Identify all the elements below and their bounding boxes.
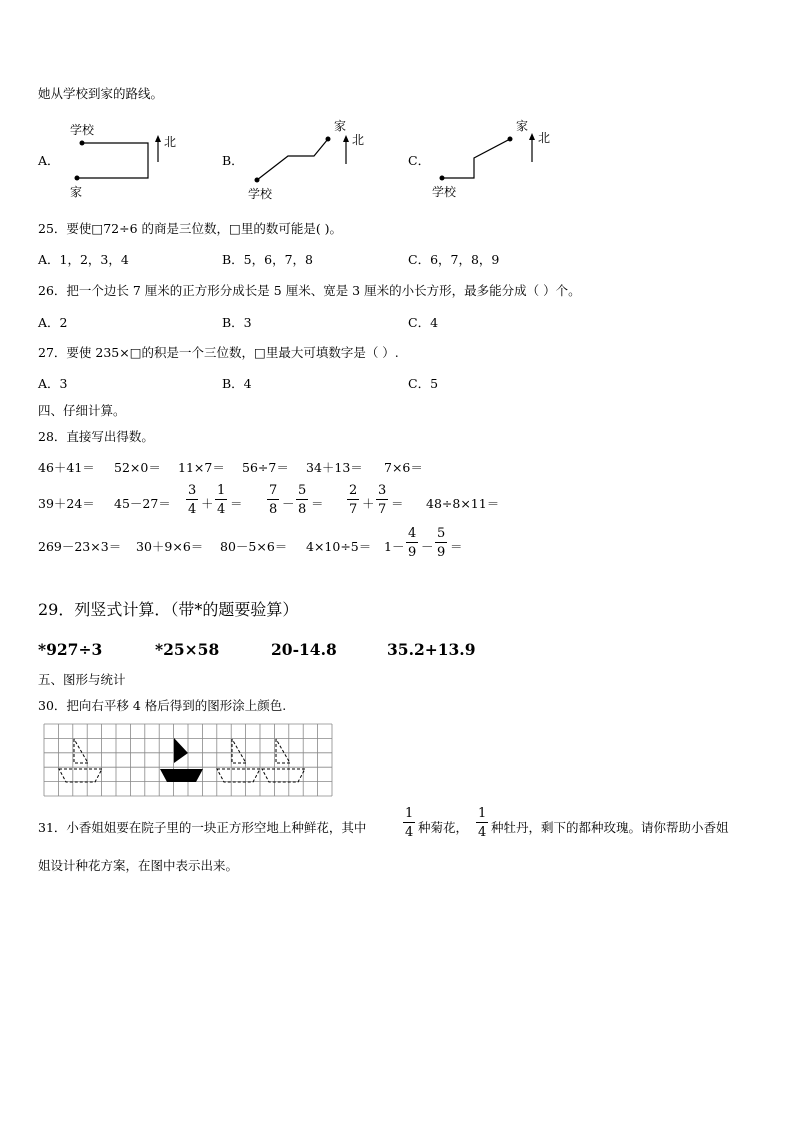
q28-r1-c6: 7×6＝ <box>384 460 423 475</box>
q25-stem: 25．要使□72÷6 的商是三位数，□里的数可能是( )。 <box>38 221 343 236</box>
q24-option-c-letter[interactable]: C． <box>408 153 431 168</box>
q28-r2-c4-frac1: $\frac{7}{8}$ <box>269 483 278 517</box>
north-label: 北 <box>164 135 177 149</box>
q24-option-a-route <box>60 118 190 202</box>
q27-stem: 27．要使 235×□的积是一个三位数，□里最大可填数字是（ ）. <box>38 345 399 360</box>
q28-r1-c3: 11×7＝ <box>178 460 225 475</box>
q28-r1-c5: 34＋13＝ <box>306 460 363 475</box>
q28-r2-c4-eq: ＝ <box>311 496 324 511</box>
q24-option-b-route <box>242 114 372 204</box>
q28-r3-c1: 269－23×3＝ <box>38 539 122 554</box>
q24-stem: 她从学校到家的路线。 <box>38 86 164 101</box>
dashed-boat-3 <box>262 739 305 782</box>
q28-r3-c5-op: － <box>421 539 434 554</box>
q28-r1-c1: 46＋41＝ <box>38 460 95 475</box>
q30-grid-figure <box>43 723 335 799</box>
north-label: 北 <box>538 131 551 145</box>
q29-item-3: 20-14.8 <box>271 640 337 659</box>
q28-r2-c4-op: － <box>282 496 295 511</box>
q28-r2-c3-frac2: $\frac{1}{4}$ <box>217 483 226 517</box>
north-arrow-head <box>343 135 349 142</box>
q24-option-b-letter[interactable]: B． <box>222 153 244 168</box>
section-5-heading: 五、图形与统计 <box>38 672 126 687</box>
q28-r2-c3-op: ＋ <box>201 496 214 511</box>
north-arrow-head <box>529 133 535 140</box>
solid-boat-original <box>160 738 203 782</box>
q28-r2-c5-frac1: $\frac{2}{7}$ <box>349 483 358 517</box>
north-arrow-head <box>155 135 161 142</box>
q28-r3-c5-eq: ＝ <box>450 539 463 554</box>
q26-stem: 26．把一个边长 7 厘米的正方形分成长是 5 厘米、宽是 3 厘米的小长方形，最多能分成（ ）个。 <box>38 283 581 298</box>
q28-r3-c4: 4×10÷5＝ <box>306 539 372 554</box>
route-path <box>77 143 148 178</box>
q29-item-4: 35.2+13.9 <box>387 640 476 659</box>
q24-option-c-route <box>428 114 558 204</box>
q28-r2-c4-frac2: $\frac{5}{8}$ <box>298 483 307 517</box>
q26-option-b[interactable]: B．3 <box>222 315 252 330</box>
route-label-school: 学校 <box>70 123 95 137</box>
q28-r1-c2: 52×0＝ <box>114 460 161 475</box>
q30-stem: 30．把向右平移 4 格后得到的图形涂上颜色. <box>38 698 287 713</box>
q28-r2-c5-eq: ＝ <box>391 496 404 511</box>
q24-option-a-letter[interactable]: A． <box>38 153 60 168</box>
q29-item-2: *25×58 <box>155 640 220 659</box>
dashed-boat-1 <box>59 739 102 782</box>
q25-option-b[interactable]: B．5，6，7，8 <box>222 252 313 267</box>
q28-r3-c5-lead: 1－ <box>384 539 405 554</box>
route-label-home: 家 <box>516 119 529 133</box>
q31-line1-part-a: 31．小香姐姐要在院子里的一块正方形空地上种鲜花，其中 <box>38 820 367 835</box>
q28-r3-c5-frac1: $\frac{4}{9}$ <box>408 526 417 560</box>
q28-r3-c5-frac2: $\frac{5}{9}$ <box>437 526 446 560</box>
q27-option-a[interactable]: A．3 <box>38 376 68 391</box>
q28-r3-c3: 80－5×6＝ <box>220 539 288 554</box>
q28-r2-c5-op: ＋ <box>362 496 375 511</box>
section-4-heading: 四、仔细计算。 <box>38 403 126 418</box>
q28-r1-c4: 56÷7＝ <box>242 460 289 475</box>
q27-option-b[interactable]: B．4 <box>222 376 252 391</box>
q29-stem: 29．列竖式计算．（带*的题要验算） <box>38 600 299 619</box>
q28-r2-c2: 45－27＝ <box>114 496 171 511</box>
route-path <box>442 139 510 178</box>
q25-option-c[interactable]: C．6，7，8，9 <box>408 252 500 267</box>
q26-option-c[interactable]: C．4 <box>408 315 439 330</box>
q28-r2-c1: 39＋24＝ <box>38 496 95 511</box>
q31-line1-part-c: 种牡丹，剩下的都种玫瑰。请你帮助小香姐 <box>491 820 729 835</box>
q26-option-a[interactable]: A．2 <box>38 315 68 330</box>
q28-r2-c3-frac1: $\frac{3}{4}$ <box>188 483 197 517</box>
q31-line1-part-b: 种菊花， <box>418 820 469 835</box>
q31-line2: 姐设计种花方案，在图中表示出来。 <box>38 858 239 873</box>
route-label-school: 学校 <box>248 187 273 201</box>
north-label: 北 <box>352 133 365 147</box>
q25-option-a[interactable]: A．1，2，3，4 <box>38 252 129 267</box>
q27-option-c[interactable]: C．5 <box>408 376 439 391</box>
q29-item-1: *927÷3 <box>38 640 103 659</box>
q28-r3-c2: 30＋9×6＝ <box>136 539 204 554</box>
dashed-boat-2 <box>217 739 260 782</box>
q28-r2-c3-eq: ＝ <box>230 496 243 511</box>
q31-frac-chrysanthemum: $\frac{1}{4}$ <box>405 806 414 840</box>
route-label-home: 家 <box>70 185 83 199</box>
route-label-home: 家 <box>334 119 347 133</box>
route-label-school: 学校 <box>432 185 457 199</box>
q28-stem: 28．直接写出得数。 <box>38 429 154 444</box>
route-path <box>257 139 328 180</box>
q28-r2-c6: 48÷8×11＝ <box>426 496 500 511</box>
q31-frac-peony: $\frac{1}{4}$ <box>478 806 487 840</box>
q28-r2-c5-frac2: $\frac{3}{7}$ <box>378 483 387 517</box>
